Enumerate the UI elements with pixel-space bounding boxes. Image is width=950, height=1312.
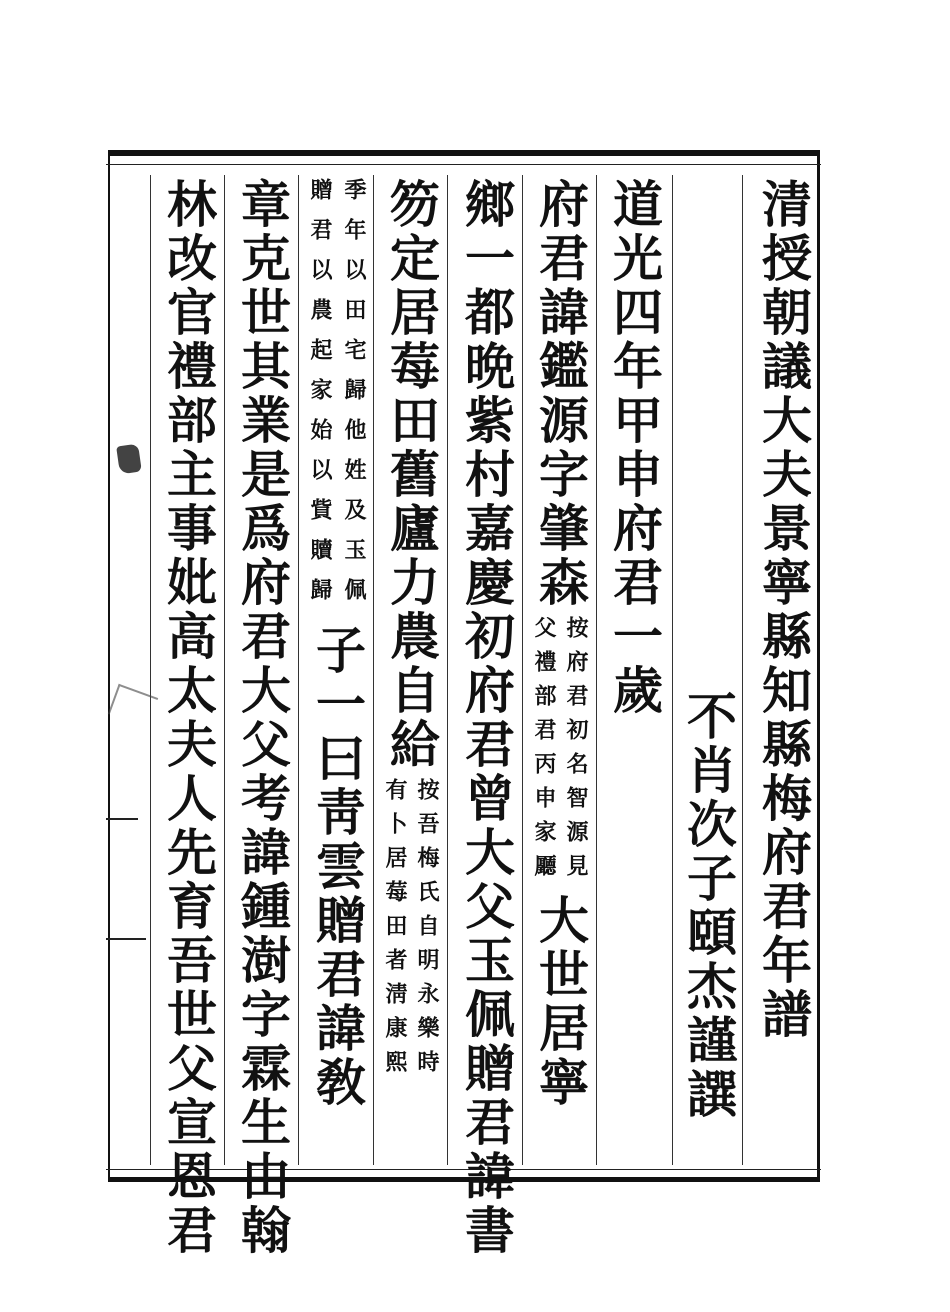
column-text: 大世居寧: [531, 894, 590, 1110]
column-text: 章克世其業是爲府君大父考諱鍾澍字霖生由翰: [233, 178, 292, 1258]
author-line: 不肖次子頤杰謹譔: [679, 690, 738, 1122]
annotation-line: 按府君初名智源見: [563, 616, 589, 888]
annotation-line: 有卜居莓田者淸康熙: [382, 778, 408, 1084]
annotation-line: 按吾梅氏自明永樂時: [414, 778, 440, 1084]
text-column-8: [222, 178, 302, 1258]
text-column-5: [446, 178, 526, 1258]
annotation-line: 贈君以農起家始以貲贖歸: [307, 178, 333, 618]
annotation-line: 季年以田宅歸他姓及玉佩: [341, 178, 367, 618]
margin-dash-mark: [106, 818, 138, 820]
text-column-7: [297, 178, 377, 1110]
text-column-3: [594, 178, 674, 718]
author-column: [668, 690, 748, 1122]
column-text: 道光四年甲申府君一歲: [605, 178, 664, 718]
title-column: [743, 178, 823, 1042]
page-title: 清授朝議大夫景寧縣知縣梅府君年譜: [754, 178, 813, 1042]
margin-dash-mark: [106, 938, 146, 940]
annotation-note: [384, 778, 438, 1084]
column-text: 林改官禮部主事妣高太夫人先育吾世父宣恩君: [159, 178, 218, 1258]
text-column-4: [520, 178, 600, 1110]
column-text: 鄉一都晩紫村嘉慶初府君曾大父玉佩贈君諱書: [457, 178, 516, 1258]
annotation-note: [309, 178, 365, 618]
ink-smudge-mark: [116, 444, 142, 475]
text-column-6: [371, 178, 451, 1090]
text-column-9: [148, 178, 228, 1258]
annotation-line: 父禮部君丙申家㕔: [531, 616, 557, 888]
column-text: 府君諱鑑源字肇森: [531, 178, 590, 610]
annotation-note: [533, 616, 587, 888]
column-text: 子一曰靑雲贈君諱敎: [308, 624, 367, 1110]
column-text: 笏定居莓田舊廬力農自給: [382, 178, 441, 772]
